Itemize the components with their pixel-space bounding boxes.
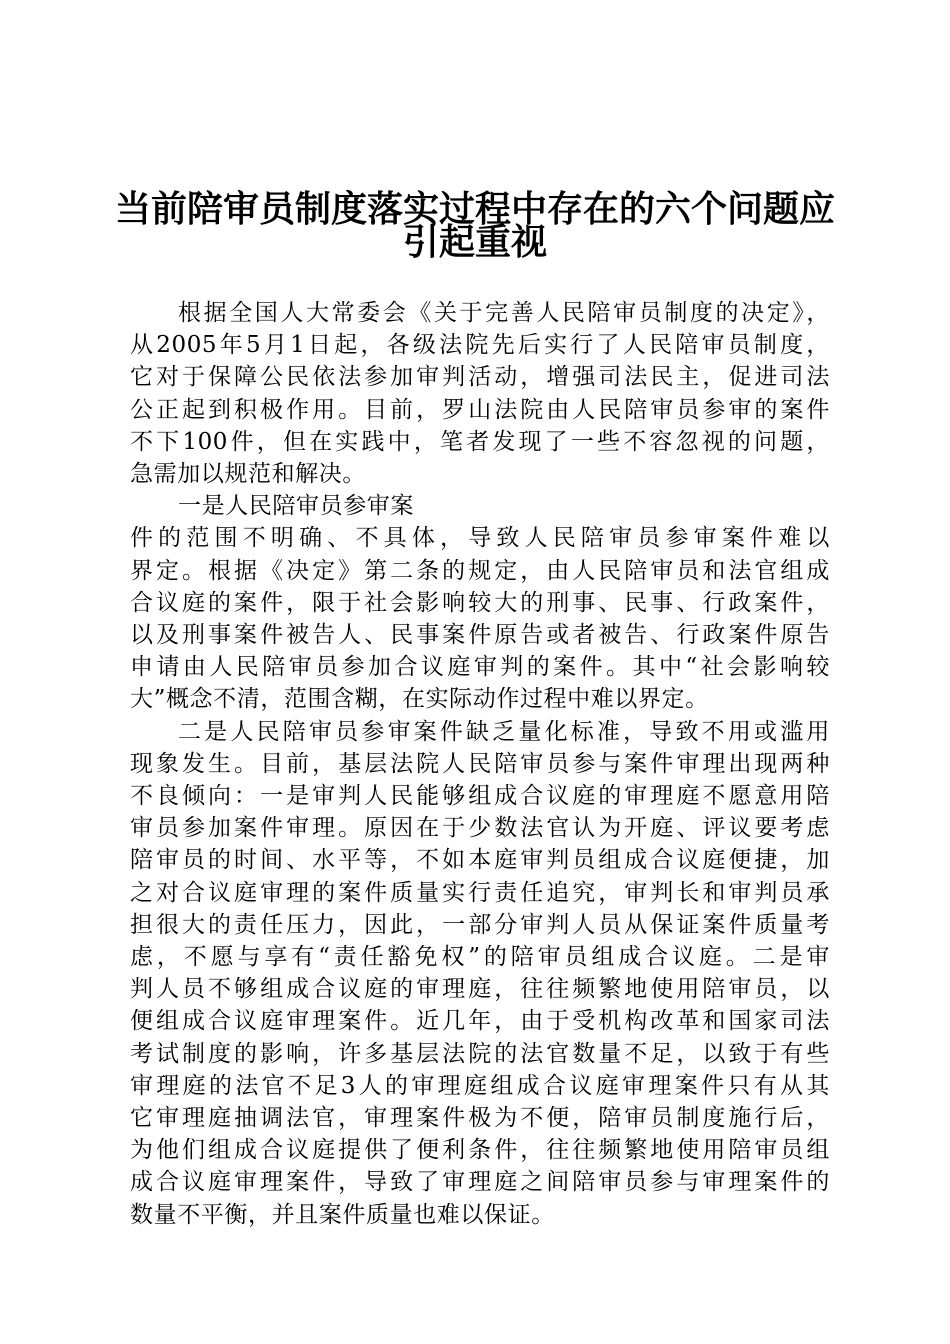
body-line: 审理庭的法官不足3人的审理庭组成合议庭审理案件只有从其 bbox=[130, 1072, 830, 1099]
body-line: 成合议庭审理案件，导致了审理庭之间陪审员参与审理案件的 bbox=[130, 1169, 830, 1196]
body-line: 便组成合议庭审理案件。近几年，由于受机构改革和国家司法 bbox=[130, 1008, 830, 1035]
body-line: 从2005年5月1日起，各级法院先后实行了人民陪审员制度， bbox=[130, 332, 830, 359]
body-line: 公正起到积极作用。目前，罗山法院由人民陪审员参审的案件 bbox=[130, 396, 830, 423]
body-line: 之对合议庭审理的案件质量实行责任追究，审判长和审判员承 bbox=[130, 879, 830, 906]
body-line: 它对于保障公民依法参加审判活动，增强司法民主，促进司法 bbox=[130, 364, 830, 391]
body-line: 一是人民陪审员参审案 bbox=[178, 493, 414, 520]
body-line: 不良倾向：一是审判人民能够组成合议庭的审理庭不愿意用陪 bbox=[130, 783, 830, 809]
body-line: 急需加以规范和解决。 bbox=[130, 461, 366, 487]
body-line: 合议庭的案件，限于社会影响较大的刑事、民事、行政案件， bbox=[130, 589, 830, 616]
body-line: 二是人民陪审员参审案件缺乏量化标准，导致不用或滥用 bbox=[178, 718, 830, 745]
body-line: 件的范围不明确、不具体，导致人民陪审员参审案件难以 bbox=[130, 525, 830, 552]
body-line: 现象发生。目前，基层法院人民陪审员参与案件审理出现两种 bbox=[130, 750, 830, 777]
body-line: 判人员不够组成合议庭的审理庭，往往频繁地使用陪审员，以 bbox=[130, 976, 830, 1003]
body-line: 以及刑事案件被告人、民事案件原告或者被告、行政案件原告 bbox=[130, 622, 830, 648]
body-line: 数量不平衡，并且案件质量也难以保证。 bbox=[130, 1201, 555, 1228]
body-line: 申请由人民陪审员参加合议庭审判的案件。其中“社会影响较 bbox=[130, 654, 830, 681]
body-line: 为他们组成合议庭提供了便利条件，往往频繁地使用陪审员组 bbox=[130, 1137, 830, 1164]
body-line: 陪审员的时间、水平等，不如本庭审判员组成合议庭便捷，加 bbox=[130, 847, 830, 874]
body-line: 不下100件，但在实践中，笔者发现了一些不容忽视的问题， bbox=[130, 428, 830, 455]
body-line: 它审理庭抽调法官，审理案件极为不便，陪审员制度施行后， bbox=[130, 1105, 830, 1131]
body-line: 界定。根据《决定》第二条的规定，由人民陪审员和法官组成 bbox=[130, 557, 830, 584]
body-line: 虑，不愿与享有“责任豁免权”的陪审员组成合议庭。二是审 bbox=[130, 944, 830, 970]
document-title-line-2: 引起重视 bbox=[402, 222, 547, 263]
body-line: 大”概念不清，范围含糊，在实际动作过程中难以界定。 bbox=[130, 686, 709, 713]
body-line: 根据全国人大常委会《关于完善人民陪审员制度的决定》， bbox=[178, 300, 830, 326]
body-line: 担很大的责任压力，因此，一部分审判人员从保证案件质量考 bbox=[130, 911, 830, 938]
document-title-line-1: 当前陪审员制度落实过程中存在的六个问题应 bbox=[114, 189, 835, 230]
body-line: 审员参加案件审理。原因在于少数法官认为开庭、评议要考虑 bbox=[130, 815, 830, 842]
body-line: 考试制度的影响，许多基层法院的法官数量不足，以致于有些 bbox=[130, 1040, 830, 1067]
